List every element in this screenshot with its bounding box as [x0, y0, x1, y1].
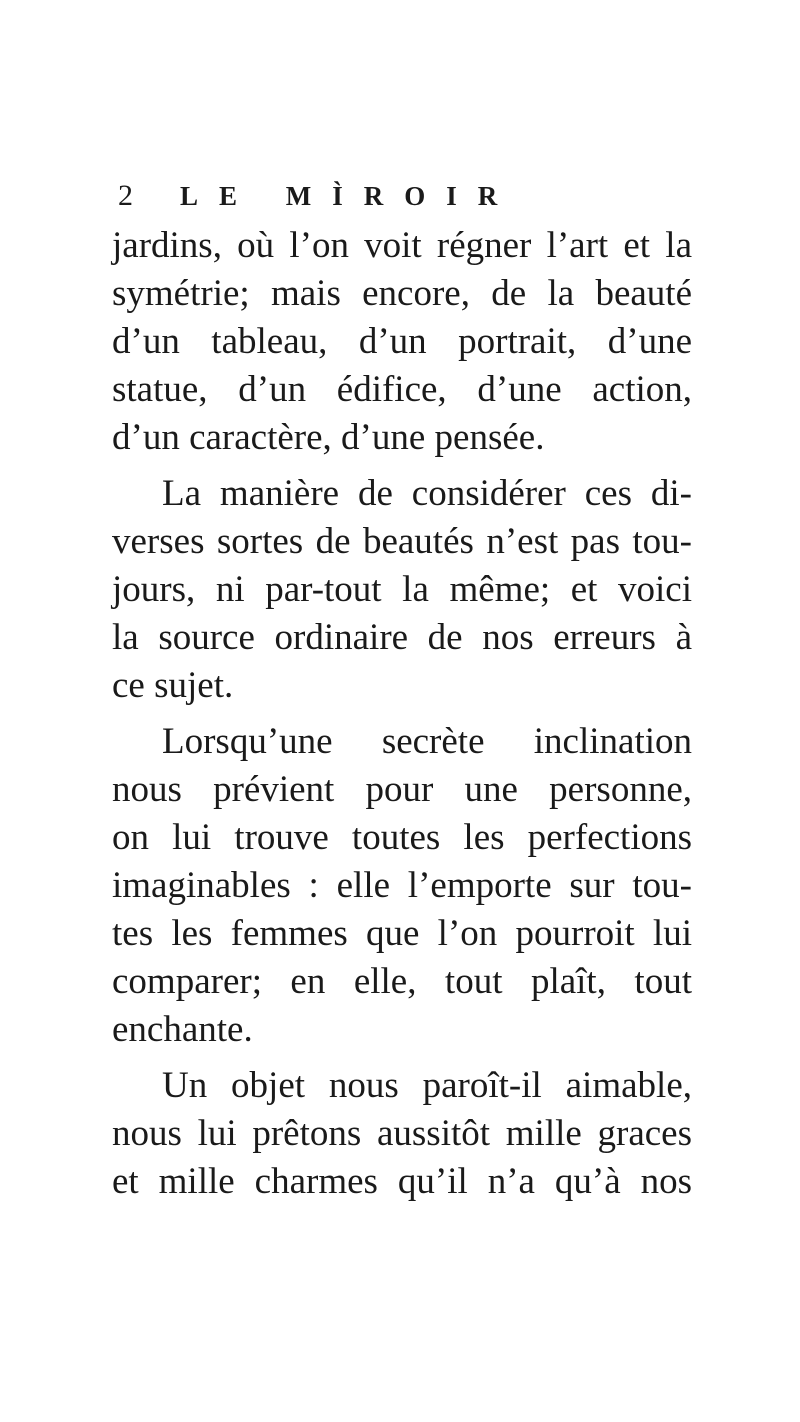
text-line: ce sujet.	[112, 665, 234, 706]
text-line: d’un tableau, d’un portrait, d’une	[112, 321, 692, 362]
text-line: enchante.	[112, 1009, 253, 1050]
page-header	[118, 176, 698, 216]
text-line: nous lui prêtons aussitôt mille graces	[112, 1113, 692, 1154]
paragraph	[112, 718, 692, 1054]
page-number: 2	[118, 179, 133, 212]
text-line: verses sortes de beautés n’est pas tou-	[112, 521, 692, 562]
text-line: d’un caractère, d’une pensée.	[112, 417, 545, 458]
text-line: La manière de considérer ces di-	[162, 473, 692, 514]
paragraph	[112, 1062, 692, 1206]
body-text	[112, 222, 692, 1206]
text-line: tes les femmes que l’on pourroit lui	[112, 913, 692, 954]
text-line: Lorsqu’une secrète inclination	[162, 721, 692, 762]
text-line: statue, d’un édifice, d’une action,	[112, 369, 692, 410]
text-line: jardins, où l’on voit régner l’art et la	[112, 225, 692, 266]
text-line: la source ordinaire de nos erreurs à	[112, 617, 692, 658]
text-line: on lui trouve toutes les perfections	[112, 817, 692, 858]
paragraph	[112, 222, 692, 462]
text-line: symétrie; mais encore, de la beauté	[112, 273, 692, 314]
text-line: Un objet nous paroît-il aimable,	[162, 1065, 692, 1106]
text-line: nous prévient pour une personne,	[112, 769, 692, 810]
text-line: comparer; en elle, tout plaît, tout	[112, 961, 692, 1002]
running-title: LE MÌROIR	[180, 181, 519, 211]
text-line: jours, ni par-tout la même; et voici	[112, 569, 692, 610]
paragraph	[112, 470, 692, 710]
text-line: imaginables : elle l’emporte sur tou-	[112, 865, 692, 906]
text-line: et mille charmes qu’il n’a qu’à nos	[112, 1161, 692, 1202]
